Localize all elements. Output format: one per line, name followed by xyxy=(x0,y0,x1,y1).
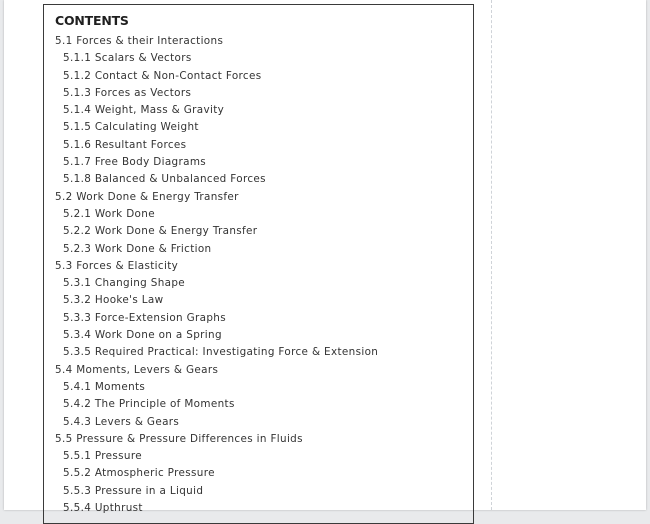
toc-subsection-link[interactable]: 5.1.3 Forces as Vectors xyxy=(63,86,192,99)
toc-subsection-link[interactable]: 5.1.1 Scalars & Vectors xyxy=(63,52,192,65)
toc-section-link[interactable]: 5.4 Moments, Levers & Gears xyxy=(55,363,219,376)
toc-subsection-link[interactable]: 5.1.7 Free Body Diagrams xyxy=(63,156,207,169)
toc-subsection-link[interactable]: 5.4.3 Levers & Gears xyxy=(63,415,180,428)
toc-subsection-link[interactable]: 5.2.3 Work Done & Friction xyxy=(63,242,212,255)
toc-subsection-link[interactable]: 5.1.5 Calculating Weight xyxy=(63,121,199,134)
toc-subsection-link[interactable]: 5.1.8 Balanced & Unbalanced Forces xyxy=(63,173,266,186)
toc-subsection-link[interactable]: 5.3.4 Work Done on a Spring xyxy=(63,329,222,342)
toc-subsection-link[interactable]: 5.1.6 Resultant Forces xyxy=(63,138,187,151)
toc-subsection-link[interactable]: 5.5.2 Atmospheric Pressure xyxy=(63,467,215,480)
toc-section-link[interactable]: 5.3 Forces & Elasticity xyxy=(55,259,179,272)
contents-title: CONTENTS xyxy=(55,13,129,28)
toc-subsection-link[interactable]: 5.2.1 Work Done xyxy=(63,207,155,220)
contents-list xyxy=(55,33,378,517)
toc-subsection-link[interactable]: 5.3.2 Hooke's Law xyxy=(63,294,164,307)
toc-section-link[interactable]: 5.5 Pressure & Pressure Differences in Fluids xyxy=(55,432,303,445)
toc-subsection-link[interactable]: 5.4.2 The Principle of Moments xyxy=(63,398,235,411)
toc-subsection-link[interactable]: 5.5.1 Pressure xyxy=(63,450,143,463)
toc-subsection-link[interactable]: 5.2.2 Work Done & Energy Transfer xyxy=(63,225,258,238)
toc-subsection-link[interactable]: 5.4.1 Moments xyxy=(63,380,146,393)
toc-section-link[interactable]: 5.1 Forces & their Interactions xyxy=(55,35,224,47)
toc-subsection-link[interactable]: 5.1.4 Weight, Mass & Gravity xyxy=(63,104,225,117)
toc-subsection-link[interactable]: 5.5.3 Pressure in a Liquid xyxy=(63,484,204,497)
page-margin-guide xyxy=(491,0,492,510)
toc-subsection-link[interactable]: 5.3.1 Changing Shape xyxy=(63,277,186,290)
toc-subsection-link[interactable]: 5.3.3 Force-Extension Graphs xyxy=(63,311,227,324)
document-page xyxy=(4,0,646,515)
toc-subsection-link[interactable]: 5.3.5 Required Practical: Investigating Force & Extension xyxy=(63,346,379,359)
toc-section-link[interactable]: 5.2 Work Done & Energy Transfer xyxy=(55,190,239,203)
toc-subsection-link[interactable]: 5.5.4 Upthrust xyxy=(63,502,143,515)
toc-subsection-link[interactable]: 5.1.2 Contact & Non-Contact Forces xyxy=(63,69,262,82)
